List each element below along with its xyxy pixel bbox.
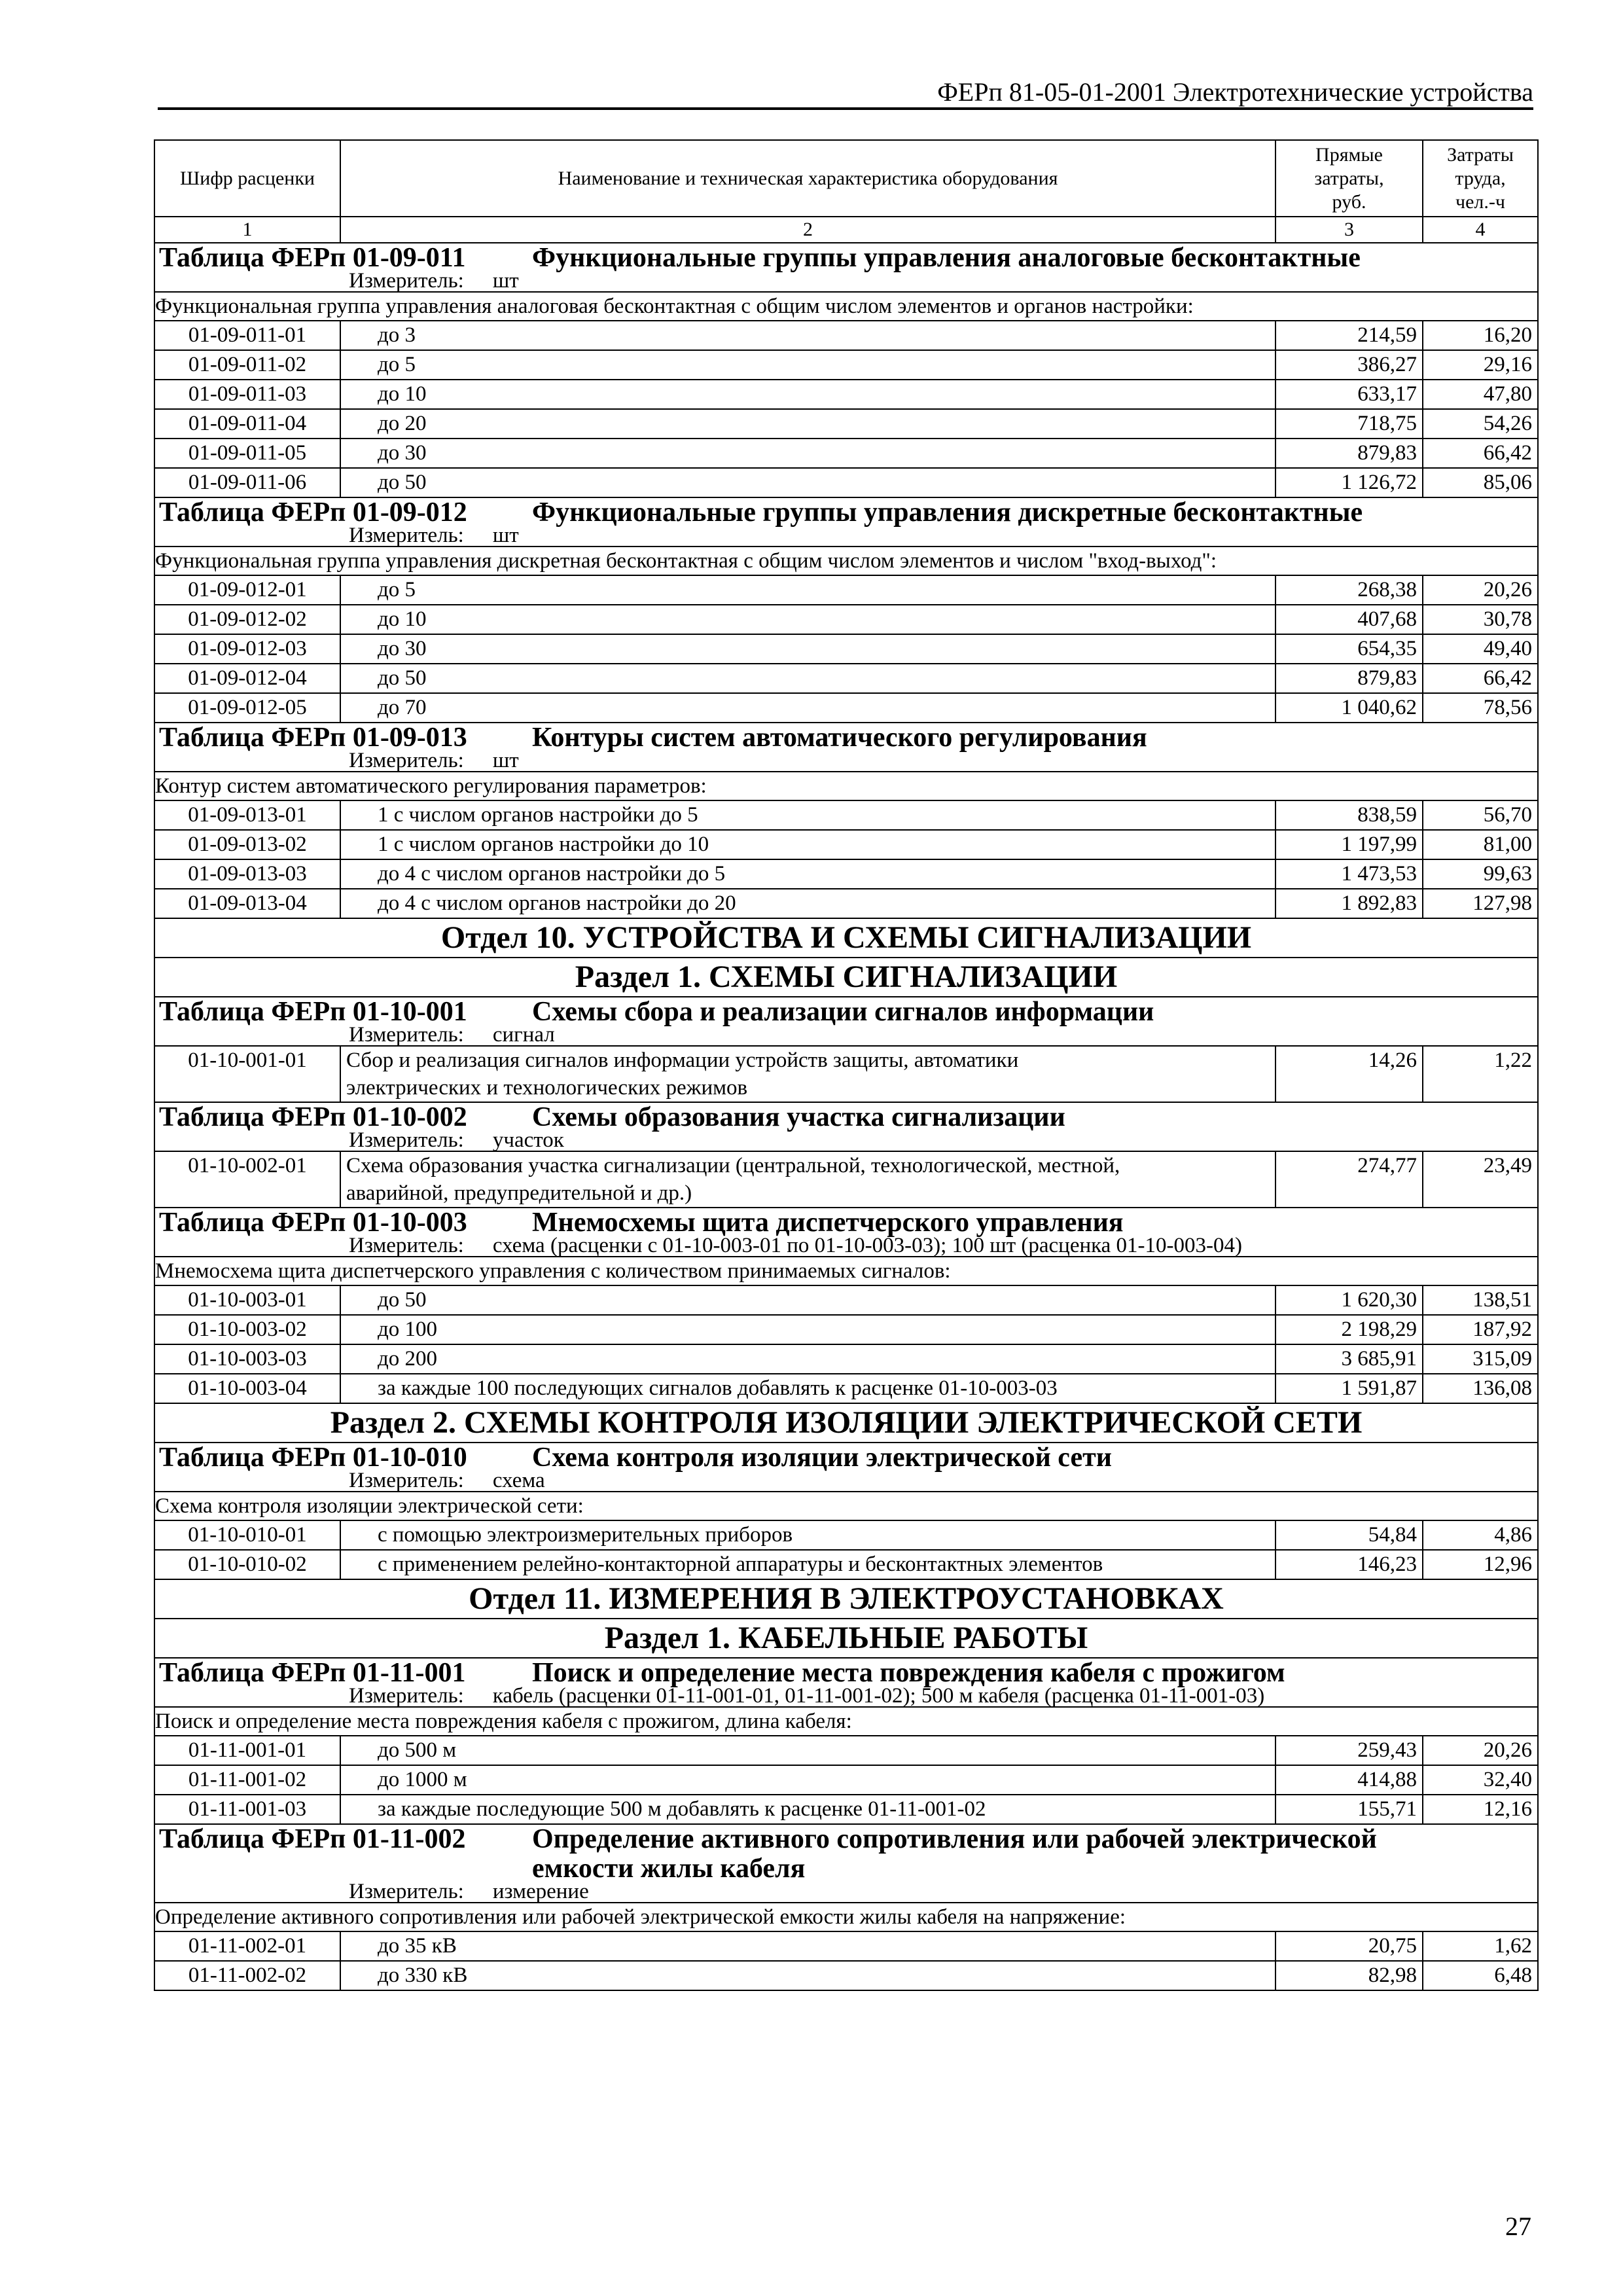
measure-label: Измеритель: — [349, 749, 464, 772]
labor-cost: 12,96 — [1423, 1550, 1538, 1579]
razdel-heading: Раздел 2. СХЕМЫ КОНТРОЛЯ ИЗОЛЯЦИИ ЭЛЕКТРИЧЕСКОЙ СЕТИ — [154, 1403, 1538, 1443]
table-row — [154, 693, 1538, 723]
direct-cost: 20,75 — [1275, 1931, 1423, 1961]
labor-cost: 138,51 — [1423, 1285, 1538, 1315]
labor-cost: 47,80 — [1423, 380, 1538, 409]
direct-cost: 654,35 — [1275, 634, 1423, 664]
rate-name: до 500 м — [340, 1736, 1275, 1765]
section-header-row — [154, 918, 1538, 958]
rate-code: 01-10-003-02 — [154, 1315, 340, 1344]
labor-cost: 16,20 — [1423, 321, 1538, 350]
section-header-row — [154, 1579, 1538, 1619]
page-number: 27 — [1505, 2212, 1531, 2241]
table-code: Таблица ФЕРп 01-09-011 — [159, 243, 466, 273]
direct-cost: 1 197,99 — [1275, 830, 1423, 859]
labor-cost: 32,40 — [1423, 1765, 1538, 1795]
column-number: 1 — [154, 217, 340, 243]
labor-cost: 29,16 — [1423, 350, 1538, 380]
measure-label: Измеритель: — [349, 269, 464, 293]
table-code: Таблица ФЕРп 01-10-002 — [159, 1102, 467, 1132]
table-description: Функциональная группа управления дискретная бесконтактная с общим числом элементов и числом "вход-выход": — [154, 547, 1538, 575]
direct-cost: 414,88 — [1275, 1765, 1423, 1795]
rate-code: 01-09-013-01 — [154, 800, 340, 830]
labor-cost: 66,42 — [1423, 439, 1538, 468]
rate-code: 01-10-010-02 — [154, 1550, 340, 1579]
table-row — [154, 1931, 1538, 1961]
table-name: Схема контроля изоляции электрической сети — [532, 1443, 1112, 1473]
table-description: Мнемосхема щита диспетчерского управления с количеством принимаемых сигналов: — [154, 1257, 1538, 1285]
table-row — [154, 380, 1538, 409]
table-title-row — [154, 1443, 1538, 1492]
labor-cost: 187,92 — [1423, 1315, 1538, 1344]
measure-label: Измеритель: — [349, 1880, 464, 1903]
section-header-row — [154, 1403, 1538, 1443]
measure-value: сигнал — [492, 1023, 555, 1047]
rate-code: 01-09-013-03 — [154, 859, 340, 889]
table-name: Схемы образования участка сигнализации — [532, 1102, 1065, 1132]
table-row — [154, 800, 1538, 830]
labor-cost: 56,70 — [1423, 800, 1538, 830]
direct-cost: 386,27 — [1275, 350, 1423, 380]
direct-cost: 2 198,29 — [1275, 1315, 1423, 1344]
table-description: Контур систем автоматического регулирования параметров: — [154, 772, 1538, 800]
rate-name: до 30 — [340, 634, 1275, 664]
table-code: Таблица ФЕРп 01-11-002 — [159, 1824, 466, 1854]
table-title-row — [154, 1102, 1538, 1151]
rate-name: до 50 — [340, 1285, 1275, 1315]
labor-cost: 6,48 — [1423, 1961, 1538, 1990]
rate-code: 01-11-001-03 — [154, 1795, 340, 1824]
labor-cost: 20,26 — [1423, 575, 1538, 605]
table-description: Функциональная группа управления аналоговая бесконтактная с общим числом элементов и органов настройки: — [154, 292, 1538, 321]
direct-cost: 1 040,62 — [1275, 693, 1423, 723]
rate-code: 01-09-012-04 — [154, 664, 340, 693]
table-name: Мнемосхемы щита диспетчерского управления — [532, 1208, 1124, 1238]
measure-value: кабель (расценки 01-11-001-01, 01-11-001-02); 500 м кабеля (расценка 01-11-001-03) — [492, 1684, 1265, 1708]
razdel-heading: Раздел 1. КАБЕЛЬНЫЕ РАБОТЫ — [154, 1619, 1538, 1658]
rate-code: 01-09-012-03 — [154, 634, 340, 664]
labor-cost: 81,00 — [1423, 830, 1538, 859]
labor-cost: 54,26 — [1423, 409, 1538, 439]
measure-value: шт — [492, 269, 519, 293]
direct-cost: 155,71 — [1275, 1795, 1423, 1824]
measure-label: Измеритель: — [349, 1469, 464, 1492]
labor-cost: 127,98 — [1423, 889, 1538, 918]
table-title-row — [154, 497, 1538, 547]
table-row — [154, 889, 1538, 918]
otdel-heading: Отдел 11. ИЗМЕРЕНИЯ В ЭЛЕКТРОУСТАНОВКАХ — [154, 1579, 1538, 1619]
table-row — [154, 575, 1538, 605]
table-row — [154, 468, 1538, 497]
measure-label: Измеритель: — [349, 1023, 464, 1047]
direct-cost: 259,43 — [1275, 1736, 1423, 1765]
rate-code: 01-11-001-02 — [154, 1765, 340, 1795]
rate-name: до 50 — [340, 468, 1275, 497]
direct-cost: 274,77 — [1275, 1151, 1423, 1208]
measure-label: Измеритель: — [349, 524, 464, 547]
table-row — [154, 1765, 1538, 1795]
rate-name: за каждые последующие 500 м добавлять к расценке 01-11-001-02 — [340, 1795, 1275, 1824]
rate-name: с помощью электроизмерительных приборов — [340, 1520, 1275, 1550]
table-code: Таблица ФЕРп 01-11-001 — [159, 1658, 466, 1688]
rate-name: 1 с числом органов настройки до 10 — [340, 830, 1275, 859]
direct-cost: 879,83 — [1275, 439, 1423, 468]
direct-cost: 14,26 — [1275, 1046, 1423, 1102]
direct-cost: 838,59 — [1275, 800, 1423, 830]
labor-cost: 99,63 — [1423, 859, 1538, 889]
labor-cost: 4,86 — [1423, 1520, 1538, 1550]
measure-value: шт — [492, 524, 519, 547]
rate-name: до 5 — [340, 575, 1275, 605]
table-row — [154, 1344, 1538, 1374]
direct-cost: 407,68 — [1275, 605, 1423, 634]
rate-name: до 10 — [340, 605, 1275, 634]
rate-code: 01-10-001-01 — [154, 1046, 340, 1102]
rate-name: до 70 — [340, 693, 1275, 723]
table-description-row — [154, 1903, 1538, 1931]
table-row — [154, 350, 1538, 380]
table-row — [154, 1961, 1538, 1990]
measure-value: измерение — [492, 1880, 589, 1903]
rate-code: 01-10-003-01 — [154, 1285, 340, 1315]
rate-name: до 3 — [340, 321, 1275, 350]
rate-code: 01-10-002-01 — [154, 1151, 340, 1208]
rate-name: до 20 — [340, 409, 1275, 439]
table-row — [154, 830, 1538, 859]
table-description-row — [154, 1492, 1538, 1520]
table-name: Функциональные группы управления дискретные бесконтактные — [532, 497, 1363, 528]
direct-cost: 718,75 — [1275, 409, 1423, 439]
column-number-row — [154, 217, 1538, 243]
rate-name: 1 с числом органов настройки до 5 — [340, 800, 1275, 830]
column-header-name: Наименование и техническая характеристика оборудования — [340, 140, 1275, 217]
rate-code: 01-10-010-01 — [154, 1520, 340, 1550]
labor-cost: 30,78 — [1423, 605, 1538, 634]
measure-value: схема (расценки с 01-10-003-01 по 01-10-003-03); 100 шт (расценка 01-10-003-04) — [492, 1234, 1243, 1257]
direct-cost: 268,38 — [1275, 575, 1423, 605]
table-row — [154, 321, 1538, 350]
labor-cost: 20,26 — [1423, 1736, 1538, 1765]
labor-cost: 315,09 — [1423, 1344, 1538, 1374]
table-row — [154, 859, 1538, 889]
rate-code: 01-09-011-02 — [154, 350, 340, 380]
section-header-row — [154, 958, 1538, 997]
rate-code: 01-10-003-03 — [154, 1344, 340, 1374]
table-row — [154, 1795, 1538, 1824]
labor-cost: 66,42 — [1423, 664, 1538, 693]
document-title: ФЕРп 81-05-01-2001 Электротехнические устройства — [937, 77, 1533, 107]
measure-value: схема — [492, 1469, 545, 1492]
rate-code: 01-11-002-01 — [154, 1931, 340, 1961]
labor-cost: 78,56 — [1423, 693, 1538, 723]
direct-cost: 1 126,72 — [1275, 468, 1423, 497]
column-number: 4 — [1423, 217, 1538, 243]
direct-cost: 1 892,83 — [1275, 889, 1423, 918]
measure-label: Измеритель: — [349, 1684, 464, 1708]
table-title-row — [154, 723, 1538, 772]
table-title-row — [154, 997, 1538, 1046]
table-description-row — [154, 772, 1538, 800]
table-description: Схема контроля изоляции электрической сети: — [154, 1492, 1538, 1520]
table-name: Функциональные группы управления аналоговые бесконтактные — [532, 243, 1361, 273]
direct-cost: 1 620,30 — [1275, 1285, 1423, 1315]
table-row — [154, 439, 1538, 468]
column-number: 2 — [340, 217, 1275, 243]
measure-label: Измеритель: — [349, 1234, 464, 1257]
labor-cost: 49,40 — [1423, 634, 1538, 664]
direct-cost: 633,17 — [1275, 380, 1423, 409]
table-row — [154, 1374, 1538, 1403]
rate-name: до 35 кВ — [340, 1931, 1275, 1961]
rate-name: до 50 — [340, 664, 1275, 693]
table-row — [154, 634, 1538, 664]
rate-code: 01-09-011-04 — [154, 409, 340, 439]
labor-cost: 12,16 — [1423, 1795, 1538, 1824]
table-row — [154, 1550, 1538, 1579]
rate-name: до 1000 м — [340, 1765, 1275, 1795]
labor-cost: 23,49 — [1423, 1151, 1538, 1208]
rate-code: 01-09-012-01 — [154, 575, 340, 605]
table-description-row — [154, 1257, 1538, 1285]
table-title-row — [154, 243, 1538, 292]
table-name: Определение активного сопротивления или рабочей электрической емкости жилы кабеля — [532, 1824, 1377, 1884]
table-row — [154, 1520, 1538, 1550]
rate-name: с применением релейно-контакторной аппаратуры и бесконтактных элементов — [340, 1550, 1275, 1579]
page-header — [158, 77, 1533, 110]
price-table — [154, 139, 1539, 1991]
rate-code: 01-09-012-05 — [154, 693, 340, 723]
measure-label: Измеритель: — [349, 1128, 464, 1152]
rate-name: до 4 с числом органов настройки до 20 — [340, 889, 1275, 918]
rate-code: 01-09-011-06 — [154, 468, 340, 497]
table-name: Контуры систем автоматического регулирования — [532, 723, 1147, 753]
rate-code: 01-09-011-03 — [154, 380, 340, 409]
table-name: Схемы сбора и реализации сигналов информации — [532, 997, 1154, 1027]
rate-code: 01-09-012-02 — [154, 605, 340, 634]
otdel-heading: Отдел 10. УСТРОЙСТВА И СХЕМЫ СИГНАЛИЗАЦИИ — [154, 918, 1538, 958]
column-header-direct-costs: Прямые затраты, руб. — [1275, 140, 1423, 217]
table-description-row — [154, 1707, 1538, 1736]
direct-cost: 82,98 — [1275, 1961, 1423, 1990]
direct-cost: 1 473,53 — [1275, 859, 1423, 889]
table-description-row — [154, 547, 1538, 575]
section-header-row — [154, 1619, 1538, 1658]
direct-cost: 3 685,91 — [1275, 1344, 1423, 1374]
rate-name: за каждые 100 последующих сигналов добавлять к расценке 01-10-003-03 — [340, 1374, 1275, 1403]
rate-name: до 30 — [340, 439, 1275, 468]
direct-cost: 1 591,87 — [1275, 1374, 1423, 1403]
labor-cost: 1,22 — [1423, 1046, 1538, 1102]
table-code: Таблица ФЕРп 01-10-001 — [159, 997, 467, 1027]
rate-name: Схема образования участка сигнализации (центральной, технологической, местной, аварийной, предупредительной и др.) — [340, 1151, 1275, 1208]
table-title-row — [154, 1658, 1538, 1707]
column-header-code: Шифр расценки — [154, 140, 340, 217]
razdel-heading: Раздел 1. СХЕМЫ СИГНАЛИЗАЦИИ — [154, 958, 1538, 997]
rate-code: 01-11-001-01 — [154, 1736, 340, 1765]
table-description-row — [154, 292, 1538, 321]
table-code: Таблица ФЕРп 01-10-003 — [159, 1208, 467, 1238]
table-row — [154, 605, 1538, 634]
table-row — [154, 1285, 1538, 1315]
rate-name: до 4 с числом органов настройки до 5 — [340, 859, 1275, 889]
direct-cost: 879,83 — [1275, 664, 1423, 693]
table-row — [154, 1151, 1538, 1208]
rate-code: 01-11-002-02 — [154, 1961, 340, 1990]
column-number: 3 — [1275, 217, 1423, 243]
rate-code: 01-09-011-05 — [154, 439, 340, 468]
labor-cost: 85,06 — [1423, 468, 1538, 497]
table-code: Таблица ФЕРп 01-10-010 — [159, 1443, 467, 1473]
rate-name: до 200 — [340, 1344, 1275, 1374]
table-description: Поиск и определение места повреждения кабеля с прожигом, длина кабеля: — [154, 1707, 1538, 1736]
table-title-row — [154, 1824, 1538, 1903]
direct-cost: 214,59 — [1275, 321, 1423, 350]
table-row — [154, 1736, 1538, 1765]
table-row — [154, 409, 1538, 439]
rate-name: до 100 — [340, 1315, 1275, 1344]
table-code: Таблица ФЕРп 01-09-012 — [159, 497, 467, 528]
rate-code: 01-09-011-01 — [154, 321, 340, 350]
measure-value: шт — [492, 749, 519, 772]
table-description: Определение активного сопротивления или рабочей электрической емкости жилы кабеля на напряжение: — [154, 1903, 1538, 1931]
labor-cost: 136,08 — [1423, 1374, 1538, 1403]
rate-name: до 5 — [340, 350, 1275, 380]
labor-cost: 1,62 — [1423, 1931, 1538, 1961]
rate-name: до 10 — [340, 380, 1275, 409]
rate-code: 01-09-013-04 — [154, 889, 340, 918]
table-title-row — [154, 1208, 1538, 1257]
column-header-labor: Затраты труда, чел.-ч — [1423, 140, 1538, 217]
table-row — [154, 1046, 1538, 1102]
table-row — [154, 1315, 1538, 1344]
rate-name: до 330 кВ — [340, 1961, 1275, 1990]
measure-value: участок — [492, 1128, 564, 1152]
column-header-row — [154, 140, 1538, 217]
rate-code: 01-10-003-04 — [154, 1374, 340, 1403]
rate-name: Сбор и реализация сигналов информации устройств защиты, автоматики электрических и технологических режимов — [340, 1046, 1275, 1102]
table-name: Поиск и определение места повреждения кабеля с прожигом — [532, 1658, 1285, 1688]
direct-cost: 146,23 — [1275, 1550, 1423, 1579]
table-row — [154, 664, 1538, 693]
table-code: Таблица ФЕРп 01-09-013 — [159, 723, 467, 753]
rate-code: 01-09-013-02 — [154, 830, 340, 859]
direct-cost: 54,84 — [1275, 1520, 1423, 1550]
